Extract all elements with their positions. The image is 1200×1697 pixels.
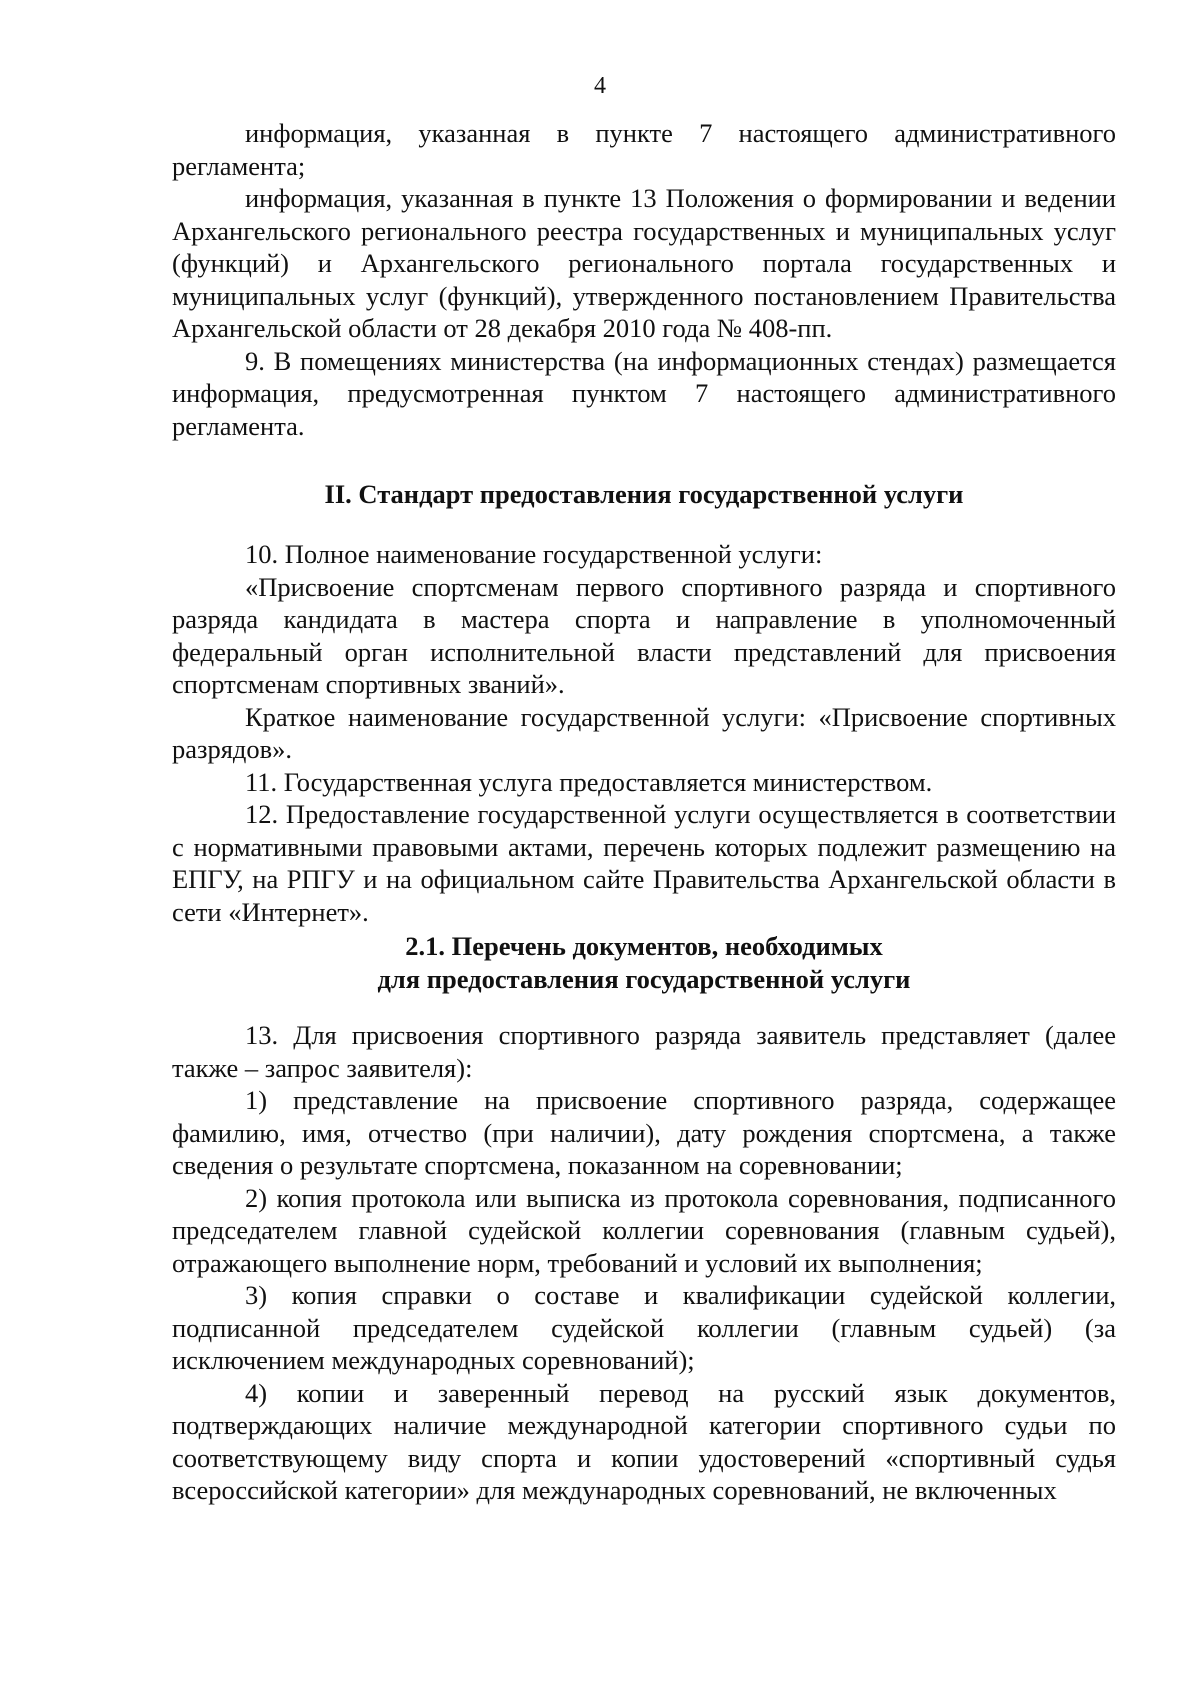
subsection-block [172, 1019, 1116, 1507]
paragraph: 11. Государственная услуга предоставляется министерством. [245, 766, 933, 797]
paragraph: 9. В помещениях министерства (на информационных стендах) размещается информация, предусмотренная пунктом 7 настоящего административного регламента. [172, 345, 1116, 441]
section-heading [172, 478, 1116, 511]
subsection-heading [172, 930, 1116, 995]
section-title: II. Стандарт предоставления государственной услуги [324, 479, 964, 509]
paragraph: 1) представление на присвоение спортивного разряда, содержащее фамилию, имя, отчество (при наличии), дату рождения спортсмена, а также сведения о результате спортсмена, показанном на соревновании; [172, 1085, 1116, 1180]
paragraph: 12. Предоставление государственной услуги осуществляется в соответствии с нормативными правовыми актами, перечень которых подлежит размещению на ЕПГУ, на РПГУ и на официальном сайте Правительства Архангельской области в сети «Интернет». [172, 799, 1116, 927]
paragraph: 2) копия протокола или выписка из протокола соревнования, подписанного председателем главной судейской коллегии соревнования (главным судьей), отражающего выполнение норм, требований и условий их выполнения; [172, 1182, 1116, 1278]
paragraph: 13. Для присвоения спортивного разряда заявитель представляет (далее также – запрос заявителя): [172, 1020, 1116, 1083]
subsection-title-line: для предоставления государственной услуги [377, 963, 911, 994]
paragraph: информация, указанная в пункте 7 настоящего административного регламента; [172, 118, 1116, 181]
paragraph: 4) копии и заверенный перевод на русский язык документов, подтверждающих наличие международной категории спортивного судьи по соответствующему виду спорта и копии удостоверений «спортивный судья всероссийской категории» для международных соревнований, не включенных [172, 1377, 1116, 1505]
subsection-title-line: 2.1. Перечень документов, необходимых [405, 931, 883, 961]
page-number: 4 [594, 73, 606, 99]
paragraph: «Присвоение спортсменам первого спортивного разряда и спортивного разряда кандидата в мастера спорта и направление в уполномоченный федеральный орган исполнительной власти представлений для присвоения спортсменам спортивных званий». [172, 571, 1116, 699]
paragraph: информация, указанная в пункте 13 Положения о формировании и ведении Архангельского регионального реестра государственных и муниципальных услуг (функций) и Архангельского регионального портала государственных и муниципальных услуг (функций), утвержденного постановлением Правительства Архангельской области от 28 декабря 2010 года № 408-пп. [172, 183, 1116, 343]
intro-block [172, 117, 1116, 442]
section-2-block [172, 538, 1116, 928]
paragraph: Краткое наименование государственной услуги: «Присвоение спортивных разрядов». [172, 701, 1116, 764]
paragraph: 3) копия справки о составе и квалификации судейской коллегии, подписанной председателем судейской коллегии (главным судьей) (за исключением международных соревнований); [172, 1280, 1116, 1375]
paragraph: 10. Полное наименование государственной услуги: [245, 539, 823, 569]
